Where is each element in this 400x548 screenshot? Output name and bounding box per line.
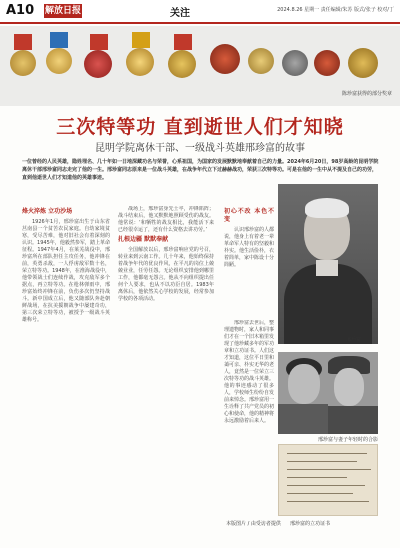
uniform	[278, 404, 328, 434]
face	[334, 368, 364, 406]
section-heading: 扎根边疆 默默奉献	[118, 236, 169, 243]
section-heading: 初心不改 本色不变	[224, 208, 274, 223]
certificate-photo	[278, 444, 378, 516]
section-heading: 烽火淬炼 立功沙场	[22, 208, 73, 215]
body-text: 1926年1月，邢珍富出生于山东省莒南县一个贫苦农民家庭。自幼家境贫寒，受尽苦难，他对旧社会有着深刻的认识。1945年，他毅然参军，踏上革命征程。1947年4月，在莱芜战役中，邢珍富所在部队担任主攻任务，他冲锋在前，英勇杀敌，一人俘虏敌军数十名，荣立特等功。1948年，在淮海战役中，他带领战士们连续作战，攻克敌军多个据点，再立特等功。在枪林弹雨中，邢珍富始终冲锋在前，负伤多次仍坚持战斗。新中国成立后，他又随部队奔赴朝鲜战场，在抗美援朝战争中屡建奇功，第三次荣立特等功，被授予一级战斗英雄称号。	[22, 219, 110, 323]
portrait-caption: 邢珍富	[346, 337, 362, 343]
handwriting-line	[287, 501, 369, 502]
medal	[84, 50, 112, 78]
body-text: 邢珍富去世后，整理遗物时，家人和同事们才在一个旧木箱里发现了他珍藏多年的军功章和立功证书。人们这才知道，这位平日里和蔼可亲、朴实无华的老人，竟然是一位荣立三次特等功的战斗英雄。他的事迹感动了很多人，学校师生纷纷自发前来悼念。邢珍富用一生诠释了共产党员的初心和使命，他的精神将永远激励着后来人。	[224, 320, 274, 424]
medal	[46, 48, 72, 74]
medal-ribbon	[90, 34, 108, 50]
uniform	[328, 406, 378, 434]
medal	[10, 50, 36, 76]
photo-credit: 本版图片 / 由受访者提供	[226, 521, 281, 527]
article-column-2	[118, 206, 214, 514]
body-text: 认识邢珍富的人都说，他身上有着老一辈革命军人特有的坚毅和朴实。他生活俭朴，衣着简单，家中陈设十分简陋。	[224, 227, 274, 268]
medal	[248, 48, 274, 74]
portrait-hair	[305, 198, 349, 218]
page-number: A10	[6, 3, 35, 18]
certificate-caption: 邢珍富的立功证书	[290, 521, 331, 527]
face	[288, 364, 320, 404]
page-header	[0, 0, 400, 24]
article-column-3-continued	[224, 320, 274, 514]
date-line: 2024.8.26 星期一 责任编辑/朱苏 版式/张子 校对/丁	[277, 7, 394, 13]
article-column-3	[224, 206, 274, 316]
couple-caption: 邢珍富与妻子年轻时的合影	[318, 437, 379, 443]
body-text: 战场上，邢珍富身先士卒，冲锋陷阵；战斗结束后，他又默默地照顾受伤的战友。他常说：‘和牺牲的战友相比，我能活下来已经很幸运了，还有什么资格去讲功劳。’	[118, 206, 214, 233]
subheadline: 昆明学院离休干部、一级战斗英雄邢珍富的故事	[95, 143, 305, 154]
handwriting-line	[287, 477, 347, 478]
medal	[348, 48, 378, 78]
handwriting-line	[287, 493, 353, 494]
handwriting-line	[287, 453, 367, 454]
handwriting-line	[287, 469, 371, 470]
newspaper-logo: 解放日报	[44, 6, 81, 16]
portrait-collar	[316, 260, 338, 276]
medal	[126, 48, 154, 76]
medal-ribbon	[174, 34, 192, 50]
handwriting-line	[287, 461, 357, 462]
portrait-photo	[278, 184, 378, 344]
medal	[210, 44, 240, 74]
body-text: 全国解放以后，邢珍富响应党的号召，转业来到云南工作。几十年来，他始终保持着战争年代的优良作风，在平凡的岗位上兢兢业业，任劳任怨。无论组织安排他到哪里工作，他都毫无怨言。他从不向组织提出任何个人要求，也从不以功臣自居。1983年离休后，他依然关心学校的发展，经常参加学校的各项活动。	[118, 247, 214, 302]
article-column-1	[22, 206, 110, 514]
medal	[168, 50, 196, 78]
medals-caption: 陈珍富获得的部分奖章	[341, 91, 392, 97]
medal-ribbon	[14, 34, 32, 50]
headline: 三次特等功 直到逝世人们才知晓	[56, 116, 344, 138]
medal-ribbon	[50, 32, 68, 48]
portrait-body	[284, 264, 372, 344]
couple-photo	[278, 352, 378, 434]
lede-paragraph: 一位曾经的人民英雄，隐姓埋名、几十年如一日地深藏功名与荣誉，心系祖国，为国家的发展默默地奉献着自己的力量。2024年6月20日，98岁高龄的昆明学院离休干部邢珍富同志走完了他的一生。邢珍富同志原来是一位战斗英雄，在战争年代立下过赫赫战功，荣获三次特等功。可是在他的一生中从不提及自己的功劳，直到他逝世人们才知道他的英雄事迹。	[22, 159, 379, 181]
section-label: 关注	[170, 8, 190, 19]
medals-photo	[0, 26, 400, 106]
medal	[282, 50, 308, 76]
handwriting-line	[287, 485, 365, 486]
medal-ribbon	[132, 32, 150, 48]
medal	[314, 50, 340, 76]
